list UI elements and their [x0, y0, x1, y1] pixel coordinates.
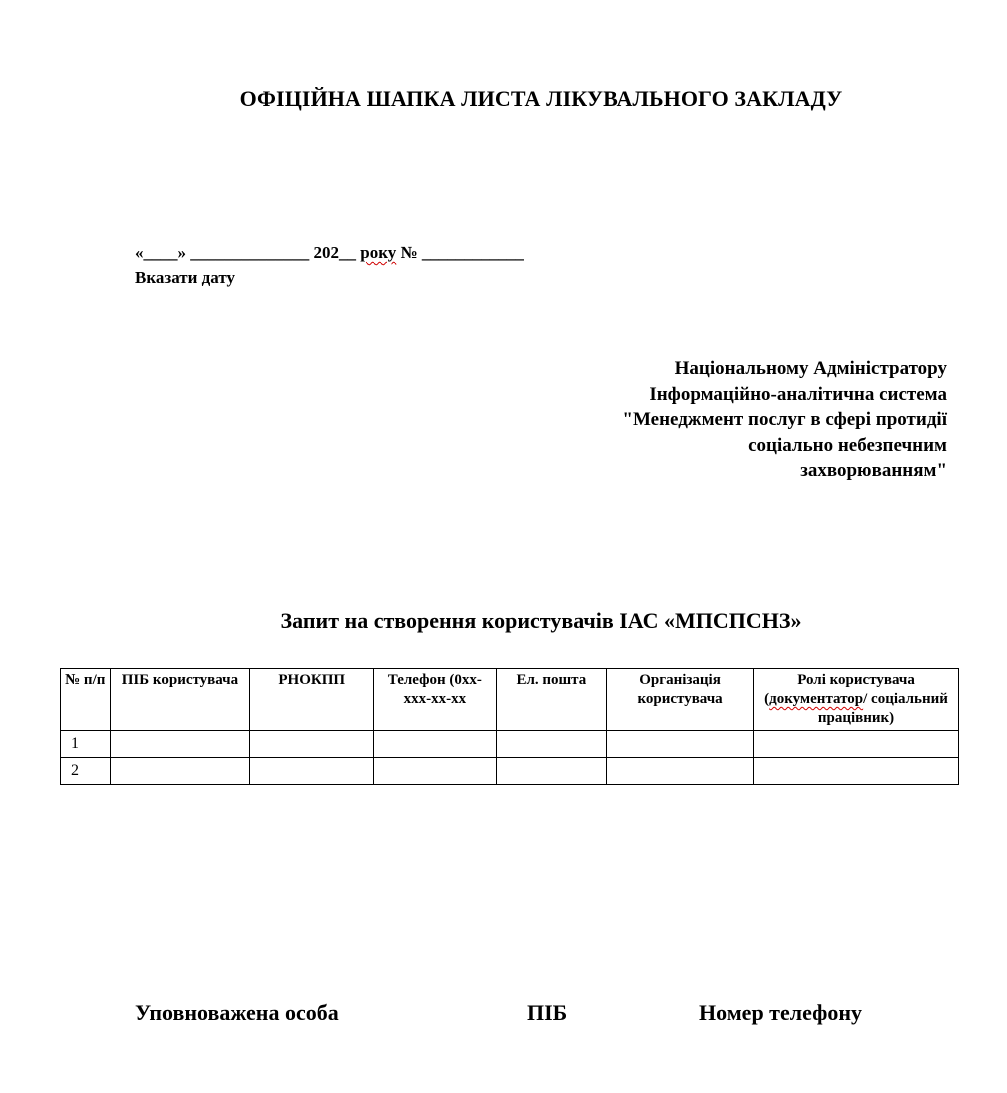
col-pib-header: ПІБ користувача — [110, 669, 250, 731]
phone-number-label: Номер телефону — [699, 1000, 863, 1025]
table-header-row — [61, 669, 959, 731]
pib-cell[interactable] — [110, 731, 250, 758]
roles-text-b: / соціальний працівник) — [817, 691, 948, 726]
roles-cell[interactable] — [754, 758, 959, 785]
addressee-line: захворюванням" — [800, 460, 947, 481]
roles-text-a: Ролі користувача ( — [764, 672, 915, 707]
col-email-header: Ел. пошта — [496, 669, 606, 731]
number-blank: № ____________ — [396, 243, 524, 262]
date-blank: «____» ______________ 202__ — [135, 243, 361, 262]
roles-cell[interactable] — [754, 731, 959, 758]
addressee-line: "Менеджмент послуг в сфері протидії — [622, 409, 947, 430]
table-row — [61, 731, 959, 758]
col-organization-header: Організація користувача — [607, 669, 754, 731]
phone-cell[interactable] — [374, 731, 497, 758]
pib-label: ПІБ — [527, 1000, 568, 1025]
letterhead-title: ОФІЦІЙНА ШАПКА ЛИСТА ЛІКУВАЛЬНОГО ЗАКЛАДУ — [239, 86, 843, 111]
roles-text-documentator: документатор — [769, 691, 864, 707]
addressee-line: соціально небезпечним — [748, 434, 947, 456]
date-number-line — [135, 243, 524, 263]
email-cell[interactable] — [496, 758, 606, 785]
authorized-person-label: Уповноважена особа — [135, 1000, 339, 1025]
table-row — [61, 758, 959, 785]
col-phone-header: Телефон (0хх-ххх-хх-хх — [374, 669, 497, 731]
phone-cell[interactable] — [374, 758, 497, 785]
request-title: Запит на створення користувачів ІАС «МПСПСНЗ» — [280, 608, 802, 633]
addressee-block — [622, 356, 947, 484]
pib-cell[interactable] — [110, 758, 250, 785]
email-cell[interactable] — [496, 731, 606, 758]
row-number-cell: 2 — [61, 758, 111, 785]
col-rnokpp-header: РНОКПП — [250, 669, 374, 731]
col-roles-header — [754, 669, 959, 731]
rnokpp-cell[interactable] — [250, 758, 374, 785]
rnokpp-cell[interactable] — [250, 731, 374, 758]
col-number-header: № п/п — [61, 669, 111, 731]
date-hint: Вказати дату — [135, 268, 235, 287]
users-table — [60, 668, 959, 785]
row-number-cell: 1 — [61, 731, 111, 758]
addressee-line: Інформаційно-аналітична система — [649, 383, 947, 405]
year-word: року — [360, 243, 397, 262]
organization-cell[interactable] — [607, 731, 754, 758]
organization-cell[interactable] — [607, 758, 754, 785]
addressee-line: Національному Адміністратору — [674, 358, 947, 379]
